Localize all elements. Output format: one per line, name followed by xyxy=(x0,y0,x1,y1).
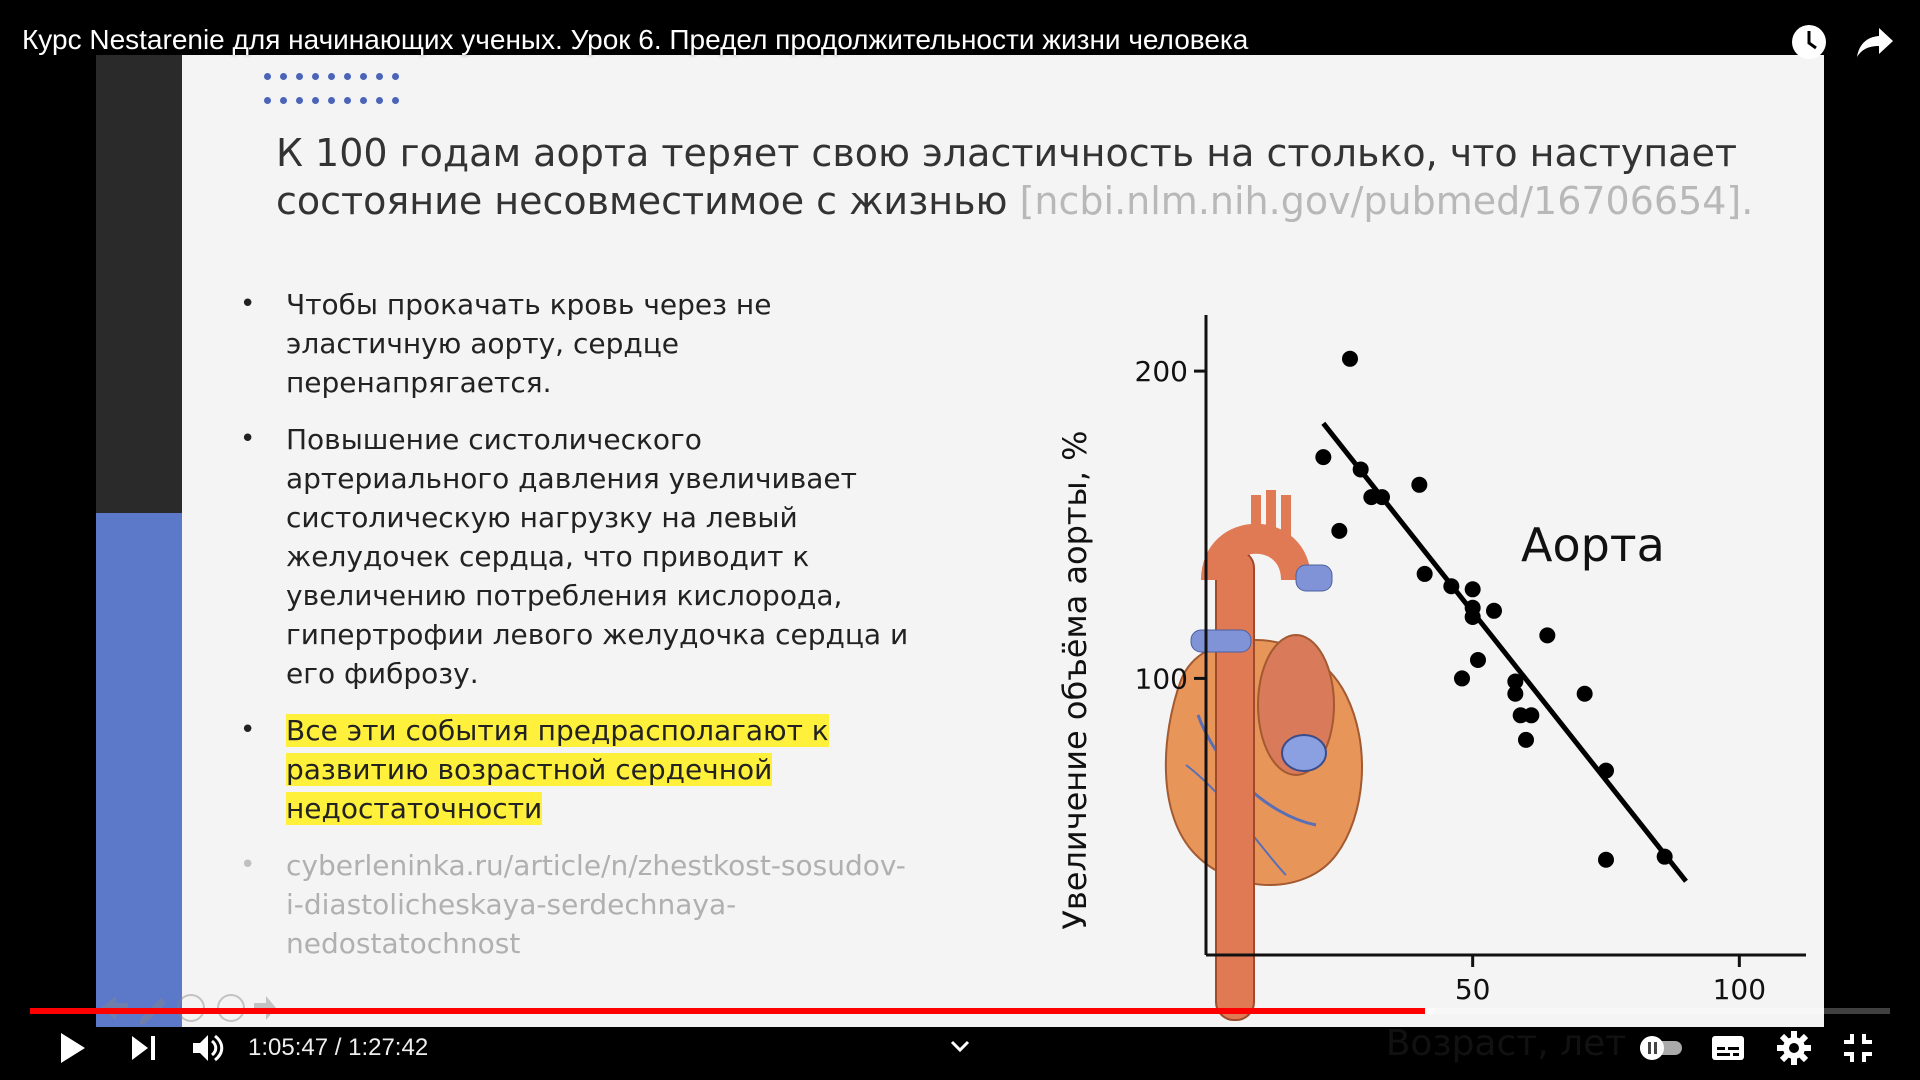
data-point xyxy=(1470,652,1486,668)
gear-icon[interactable] xyxy=(1776,1030,1812,1066)
data-point xyxy=(1657,849,1673,865)
bullet-dot: • xyxy=(240,424,256,454)
chevron-down-icon[interactable] xyxy=(948,1036,972,1056)
progress-bar[interactable] xyxy=(30,1008,1890,1014)
bullet-text: Чтобы прокачать кровь через не эластичную аорту, сердце перенапрягается. xyxy=(286,288,772,399)
subtitles-icon[interactable] xyxy=(1710,1030,1746,1066)
share-arrow-icon[interactable] xyxy=(1853,20,1897,64)
progress-played xyxy=(30,1008,1425,1014)
x-tick-label: 100 xyxy=(1712,973,1767,1006)
time-current: 1:05:47 xyxy=(248,1034,329,1061)
data-point xyxy=(1353,461,1369,477)
data-point xyxy=(1523,707,1539,723)
data-point xyxy=(1374,489,1390,505)
data-point xyxy=(1454,670,1470,686)
chart-annotation: Аорта xyxy=(1521,518,1665,572)
bullet-item xyxy=(236,285,916,402)
data-point xyxy=(1411,477,1427,493)
data-point xyxy=(1539,627,1555,643)
data-point xyxy=(1577,686,1593,702)
time-separator: / xyxy=(328,1034,349,1061)
next-icon[interactable] xyxy=(128,1030,160,1066)
slide-title-reference: [ncbi.nlm.nih.gov/pubmed/16706654]. xyxy=(1007,179,1754,223)
volume-icon[interactable] xyxy=(190,1030,226,1066)
y-tick-label: 100 xyxy=(1134,662,1188,696)
time-display xyxy=(248,1034,428,1062)
y-axis-label: Увеличение объёма аорты, % xyxy=(1056,430,1094,930)
data-point xyxy=(1315,449,1331,465)
data-point xyxy=(1518,732,1534,748)
autoplay-toggle-icon[interactable] xyxy=(1636,1030,1686,1066)
clock-icon[interactable] xyxy=(1787,20,1831,64)
bullet-dot: • xyxy=(240,289,256,319)
data-point xyxy=(1507,686,1523,702)
heart-illustration xyxy=(1166,490,1362,1020)
data-point xyxy=(1417,566,1433,582)
data-point xyxy=(1443,578,1459,594)
data-point xyxy=(1598,763,1614,779)
y-tick-label: 200 xyxy=(1134,355,1188,389)
x-tick-label: 50 xyxy=(1454,973,1491,1006)
data-point xyxy=(1486,603,1502,619)
bullet-list xyxy=(236,285,916,981)
data-point xyxy=(1598,852,1614,868)
data-point xyxy=(1465,609,1481,625)
bullet-dot: • xyxy=(240,850,256,880)
slide-blue-band xyxy=(96,513,182,1027)
exit-fullscreen-icon[interactable] xyxy=(1840,1030,1876,1066)
slide-title xyxy=(276,129,1776,225)
data-point xyxy=(1331,523,1347,539)
bullet-text: Повышение систолического артериального давления увеличивает систолическую нагрузку на левый желудочек сердца, что приводит к увеличению потребления кислорода, гипертрофии левого желудочка сердца и его фиброзу. xyxy=(286,423,909,690)
chart-marks xyxy=(1315,351,1686,881)
data-point xyxy=(1342,351,1358,367)
bullet-dot: • xyxy=(240,715,256,745)
bullet-text: cyberleninka.ru/article/n/zhestkost-sosudov-i-diastolicheskaya-serdechnaya-nedostatochnost xyxy=(286,849,906,960)
bullet-item-reference xyxy=(236,846,916,963)
x-axis-label: Возраст, лет xyxy=(1385,1023,1627,1064)
data-point xyxy=(1465,581,1481,597)
bullet-item xyxy=(236,420,916,693)
play-icon[interactable] xyxy=(54,1030,90,1066)
video-title[interactable]: Курс Nestarenie для начинающих ученых. Урок 6. Предел продолжительности жизни человека xyxy=(22,24,1249,55)
slide-dot-pattern xyxy=(264,65,408,113)
slide-dark-band xyxy=(96,55,182,513)
slide-title-main: К 100 годам аорта теряет свою эластичность на столько, что наступает состояние несовместимое с жизнью xyxy=(276,131,1737,223)
scatter-chart xyxy=(966,295,1806,1064)
time-total: 1:27:42 xyxy=(348,1034,429,1061)
bullet-item-highlighted xyxy=(236,711,916,828)
bullet-text: Все эти события предрасполагают к развитию возрастной сердечной недостаточности xyxy=(286,714,829,825)
